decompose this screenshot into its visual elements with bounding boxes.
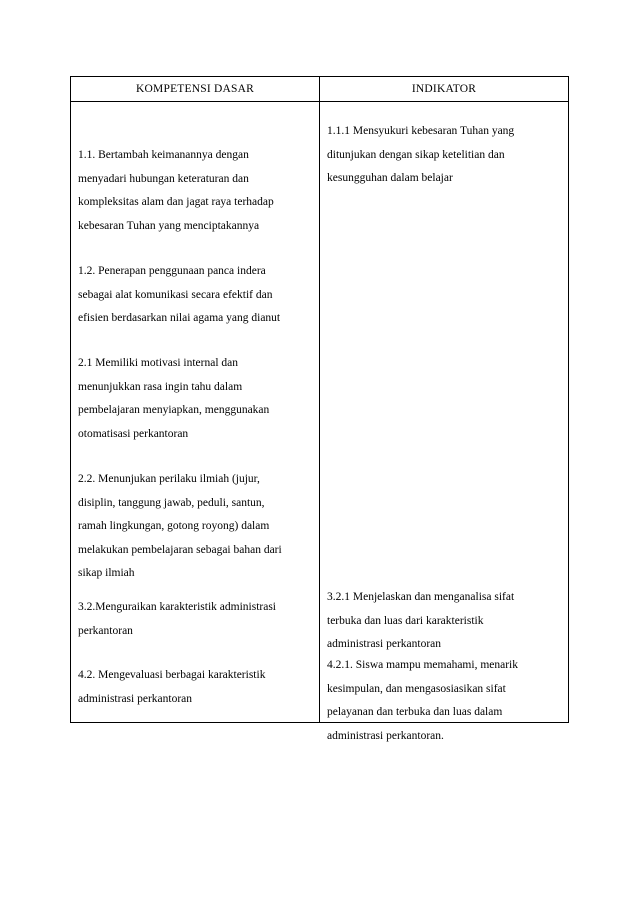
header-kompetensi-dasar: KOMPETENSI DASAR — [71, 77, 320, 102]
kd-item-2-1 — [78, 352, 313, 446]
kd-line: perkantoran — [78, 624, 133, 637]
kd-line: disiplin, tanggung jawab, peduli, santun, — [78, 496, 265, 509]
kd-line: otomatisasi perkantoran — [78, 427, 189, 440]
kd-line: kebesaran Tuhan yang menciptakannya — [78, 219, 260, 232]
kd-item-4-2 — [78, 664, 313, 711]
kd-line: menunjukkan rasa ingin tahu dalam — [78, 380, 243, 393]
indikator-line: 1.1.1 Mensyukuri kebesaran Tuhan yang — [327, 125, 515, 137]
header-indikator: INDIKATOR — [320, 77, 569, 102]
indikator-item-1-1-1 — [327, 120, 562, 191]
kd-line: 2.2. Menunjukan perilaku ilmiah (jujur, — [78, 473, 260, 485]
kd-line: pembelajaran menyiapkan, menggunakan — [78, 404, 270, 416]
kd-line: administrasi perkantoran — [78, 692, 193, 705]
kompetensi-dasar-cell — [71, 102, 320, 723]
kd-line: melakukan pembelajaran sebagai bahan dari — [78, 543, 282, 556]
indikator-cell — [320, 102, 569, 742]
indikator-line: pelayanan dan terbuka dan luas dalam — [327, 706, 503, 718]
kd-line: menyadari hubungan keteraturan dan — [78, 172, 249, 185]
kd-item-1-1 — [78, 144, 313, 238]
indikator-line: kesimpulan, dan mengasosiasikan sifat — [327, 682, 506, 695]
indikator-line: administrasi perkantoran. — [327, 729, 444, 742]
indikator-line: 4.2.1. Siswa mampu memahami, menarik — [327, 659, 518, 671]
indikator-item-3-2-1 — [327, 586, 562, 657]
kd-item-2-2 — [78, 468, 313, 586]
kd-line: ramah lingkungan, gotong royong) dalam — [78, 520, 270, 532]
kd-line: efisien berdasarkan nilai agama yang dianut — [78, 312, 281, 324]
kd-line: 4.2. Mengevaluasi berbagai karakteristik — [78, 669, 266, 681]
kd-line: 1.1. Bertambah keimanannya dengan — [78, 149, 249, 161]
indikator-line: kesungguhan dalam belajar — [327, 172, 453, 184]
competency-table — [70, 76, 569, 742]
kd-line: sebagai alat komunikasi secara efektif dan — [78, 288, 273, 301]
kd-line: kompleksitas alam dan jagat raya terhadap — [78, 196, 274, 208]
indikator-line: administrasi perkantoran — [327, 638, 442, 650]
kd-line: sikap ilmiah — [78, 567, 135, 579]
body-row — [71, 102, 569, 723]
indikator-item-4-2-1 — [327, 654, 562, 748]
kd-line: 2.1 Memiliki motivasi internal dan — [78, 357, 239, 369]
indikator-line: terbuka dan luas dari karakteristik — [327, 614, 484, 627]
indikator-line: ditunjukan dengan sikap ketelitian dan — [327, 148, 505, 161]
kd-line: 1.2. Penerapan penggunaan panca indera — [78, 265, 266, 277]
kd-line: 3.2.Menguraikan karakteristik administrasi — [78, 601, 277, 613]
header-row — [71, 77, 569, 102]
indikator-line: 3.2.1 Menjelaskan dan menganalisa sifat — [327, 591, 515, 603]
kd-item-1-2 — [78, 260, 313, 331]
kd-item-3-2 — [78, 596, 313, 643]
